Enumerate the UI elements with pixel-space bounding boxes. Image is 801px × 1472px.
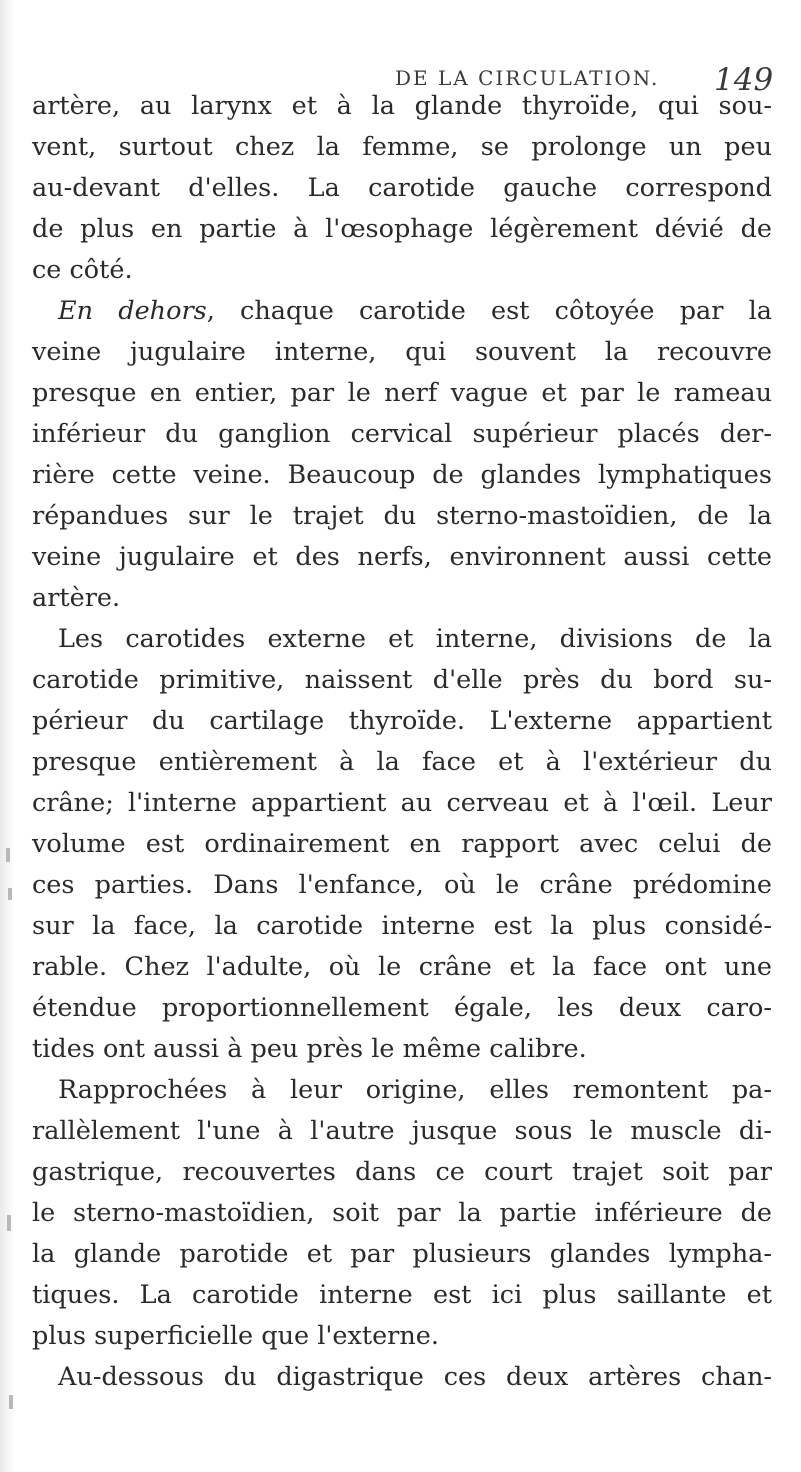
text-line: plus superficielle que l'externe.	[32, 1321, 439, 1351]
text-line: inférieur du ganglion cervical supérieur placés der-	[32, 419, 772, 449]
text-line: répandues sur le trajet du sterno-mastoïdien, de la	[32, 501, 772, 531]
text-line: la glande parotide et par plusieurs glandes lympha-	[32, 1239, 772, 1269]
text-line: rallèlement l'une à l'autre jusque sous le muscle di-	[32, 1116, 772, 1146]
italic-lead: En dehors	[58, 296, 207, 326]
text-line: ce côté.	[32, 255, 133, 285]
text-line: étendue proportionnellement égale, les deux caro-	[32, 993, 772, 1023]
text-line: artère.	[32, 583, 121, 613]
text-line: veine jugulaire et des nerfs, environnent aussi cette	[32, 542, 772, 572]
text-line: rable. Chez l'adulte, où le crâne et la face ont une	[32, 952, 772, 982]
text-line: crâne; l'interne appartient au cerveau et à l'œil. Leur	[32, 788, 772, 818]
page-gutter-shadow	[0, 0, 14, 1472]
body-text	[32, 86, 772, 1398]
first-line-rest: , chaque carotide est côtoyée par la	[206, 296, 772, 326]
text-line: tides ont aussi à peu près le même calibre.	[32, 1034, 587, 1064]
text-line: tiques. La carotide interne est ici plus saillante et	[32, 1280, 772, 1310]
text-line: de plus en partie à l'œsophage légèrement dévié de	[32, 214, 772, 244]
text-line: presque entièrement à la face et à l'extérieur du	[32, 747, 772, 777]
margin-mark	[7, 1215, 11, 1231]
text-line: périeur du cartilage thyroïde. L'externe appartient	[32, 706, 772, 736]
margin-mark	[6, 848, 10, 862]
text-line: vent, surtout chez la femme, se prolonge un peu	[32, 132, 772, 162]
text-line: sur la face, la carotide interne est la plus considé-	[32, 911, 772, 941]
text-line: carotide primitive, naissent d'elle près du bord su-	[32, 665, 772, 695]
text-line: Au-dessous du digastrique ces deux artères chan-	[58, 1362, 772, 1392]
text-line: rière cette veine. Beaucoup de glandes lymphatiques	[32, 460, 772, 490]
text-line: ces parties. Dans l'enfance, où le crâne prédomine	[32, 870, 772, 900]
text-line: volume est ordinairement en rapport avec celui de	[32, 829, 772, 859]
running-head: DE LA CIRCULATION.	[395, 66, 660, 90]
text-line: gastrique, recouvertes dans ce court trajet soit par	[32, 1157, 772, 1187]
text-line: au-devant d'elles. La carotide gauche correspond	[32, 173, 772, 203]
page-number: 149	[714, 62, 774, 98]
margin-mark	[9, 1395, 13, 1409]
text-line: Les carotides externe et interne, divisions de la	[58, 624, 772, 654]
text-line: artère, au larynx et à la glande thyroïde, qui sou-	[32, 91, 772, 121]
text-line: Rapprochées à leur origine, elles remontent pa-	[58, 1075, 772, 1105]
paragraph-first-line	[32, 291, 772, 332]
text-line: le sterno-mastoïdien, soit par la partie inférieure de	[32, 1198, 772, 1228]
text-line: presque en entier, par le nerf vague et par le rameau	[32, 378, 772, 408]
text-line: veine jugulaire interne, qui souvent la recouvre	[32, 337, 772, 367]
margin-mark	[8, 888, 12, 900]
